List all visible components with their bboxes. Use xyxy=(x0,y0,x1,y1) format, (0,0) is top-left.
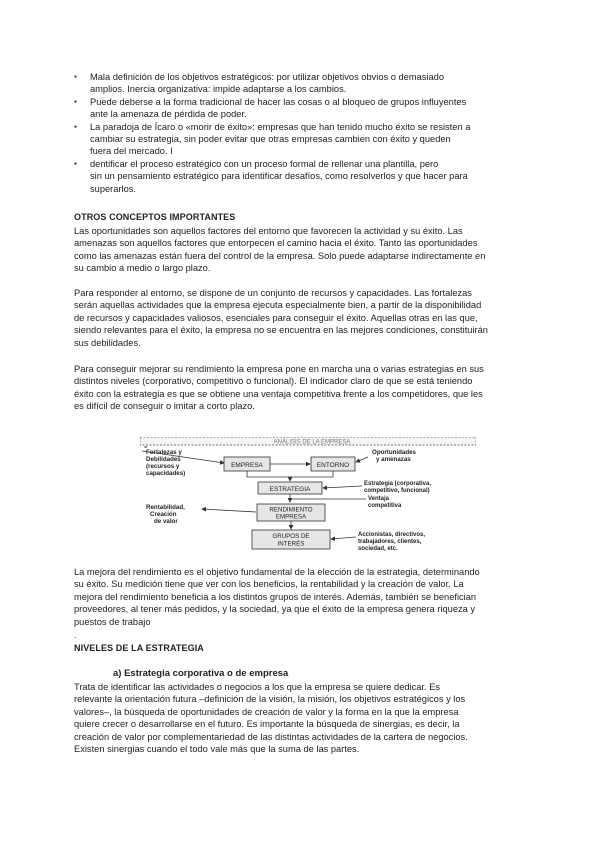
fortalezas-line: (recursos y xyxy=(146,463,180,470)
text-line: como las amenazas están fuera del control de la empresa. Solo puede adaptarse indirectamente en xyxy=(74,250,486,261)
arrow-estrategia-note xyxy=(323,486,362,488)
text-line: relevante la orientación futura –definición de la visión, la misión, los objetivos estratégicos y los xyxy=(74,694,466,705)
estrategia-note-line: competitivo, funcional) xyxy=(364,488,430,494)
diagram-mark: = xyxy=(144,445,148,451)
bullet-line: ● Mala definición de los objetivos estratégicos: por utilizar objetivos obvios o demasiado xyxy=(90,72,444,82)
text-line: Para responder al entorno, se dispone de un conjunto de recursos y capacidades. Las fortalezas xyxy=(74,288,472,298)
text-line: creación de valor por complementariedad de las distintas actividades de la cartera de negocios. xyxy=(74,731,468,742)
text-line: serán aquellas actividades que la empresa ejecuta especialmente bien, a partir de la disponibilidad xyxy=(74,300,482,311)
rentabilidad-line: Rentabilidad, xyxy=(146,504,185,511)
bullet-list xyxy=(90,71,510,195)
text-line: La mejora del rendimiento es el objetivo fundamental de la elección de la estrategia, determinando xyxy=(74,567,480,577)
rentabilidad-line: de valor xyxy=(154,518,178,525)
text-line: sus debilidades. xyxy=(74,337,141,348)
paragraph-fortalezas xyxy=(74,287,529,349)
bullet-line: sin un pensamiento estratégico para identificar desafíos, como resolverlos y que hacer para xyxy=(90,171,468,182)
bullet-item xyxy=(90,121,510,158)
section-heading-niveles: NIVELES DE LA ESTRATEGIA xyxy=(74,643,204,653)
oportunidades-label xyxy=(372,449,417,463)
fortalezas-label xyxy=(146,449,185,477)
rendimiento-line: RENDIMIENTO xyxy=(269,506,313,514)
text-line: proveedores, al tener más pedidos, y la sociedad, ya que el éxito de la empresa genera riqueza y xyxy=(74,604,476,615)
bullet-line: ● La paradoja de Ícaro o «morir de éxito»: empresas que han tenido mucho éxito se resisten a xyxy=(90,121,471,132)
text-line: siendo relevantes para el éxito, la empresa no se encuentra en las mejores condiciones, constituirán xyxy=(74,325,488,336)
empresa-box-label: EMPRESA xyxy=(231,462,263,469)
arrow-accionistas xyxy=(331,537,356,539)
bullet-line: fuera del mercado. I xyxy=(90,146,173,157)
bullet-line: ● dentificar el proceso estratégico con un proceso formal de rellenar una plantilla, pero xyxy=(90,158,439,169)
grupos-line: INTERÉS xyxy=(277,540,305,548)
fortalezas-line: Fortalezas y xyxy=(146,449,182,456)
rentabilidad-line: Creación xyxy=(150,511,177,518)
strategy-diagram xyxy=(140,437,476,553)
arrow-rentabilidad xyxy=(202,509,256,512)
oportunidades-line: Oportunidades xyxy=(372,449,417,456)
ventaja-line: competitiva xyxy=(368,503,402,509)
bullet-line: amplios. Inercia organizativa: impide adaptarse a los cambios. xyxy=(90,84,347,95)
entorno-box-label: ENTORNO xyxy=(316,462,350,469)
text-line: distintos niveles (corporativo, competitivo o funcional). El indicador claro de que se está teniendo xyxy=(74,376,473,387)
text-line: valores–, la búsqueda de oportunidades de creación de valor y la forma en la que la empresa xyxy=(74,706,459,717)
paragraph-mejora-rendimiento xyxy=(74,566,529,628)
bullet-item xyxy=(90,71,510,96)
paragraph-oportunidades xyxy=(74,225,529,275)
text-line: amenazas son aquellos factores que entorpecen el camino hacia el éxito. Tanto las oportunidades xyxy=(74,238,478,249)
text-line: puestos de trabajo xyxy=(74,616,151,627)
oportunidades-line: y amenazas xyxy=(376,456,411,463)
text-line: de recursos y capacidades valiosos, esenciales para conseguir el éxito. Aquellas otras en las que, xyxy=(74,312,478,323)
text-line: su éxito. Su medición tiene que ver con los beneficios, la rentabilidad y la creación de valor. La xyxy=(74,579,464,590)
diagram-header-text: ANÁLISIS DE LA EMPRESA xyxy=(273,439,351,446)
accionistas-line: trabajadores, clientes, xyxy=(358,539,422,545)
arrow-oportunidades xyxy=(356,457,368,462)
estrategia-note-line: Estrategia (corporativa, xyxy=(364,481,432,487)
estrategia-box-label: ESTRATEGIA xyxy=(269,486,311,493)
fortalezas-line: Debilidades xyxy=(146,456,181,463)
text-line: es difícil de conseguir o imitar a corto plazo. xyxy=(74,401,255,412)
text-line: éxito con la estrategia es que se obtiene una ventaja competitiva frente a los competidores, que les xyxy=(74,388,483,399)
bullet-item xyxy=(90,96,510,121)
bullet-line: superarlos. xyxy=(90,183,136,194)
ventaja-line: Ventaja xyxy=(368,496,390,502)
stray-period: . xyxy=(74,630,77,640)
accionistas-line: Accionistas, directivos, xyxy=(358,532,426,538)
grupos-line: GRUPOS DE xyxy=(272,533,310,540)
bullet-line: ● Puede deberse a la forma tradicional de hacer las cosas o al bloqueo de grupos influyentes xyxy=(90,96,467,107)
ventaja-label xyxy=(368,496,402,509)
paragraph-rendimiento xyxy=(74,363,529,413)
rentabilidad-label xyxy=(146,504,185,525)
text-line: mejora del rendimiento beneficia a los distintos grupos de interés. Además, también se benefician xyxy=(74,591,477,602)
fortalezas-line: capacidades) xyxy=(146,470,186,477)
bullet-line: ante la amenaza de pérdida de poder. xyxy=(90,109,247,120)
accionistas-label xyxy=(358,532,425,552)
text-line: Para conseguir mejorar su rendimiento la empresa pone en marcha una o varias estrategias en sus xyxy=(74,364,484,374)
text-line: Trata de identificar las actividades o negocios a los que la empresa se quiere dedicar. Es xyxy=(74,682,441,692)
bullet-line: cambiar su estrategia, sin poder evitar que otras empresas cambien con éxito y queden xyxy=(90,134,451,145)
paragraph-estrategia-corporativa xyxy=(74,681,529,755)
text-line: Existen sinergias cuando el todo vale más que la suma de las partes. xyxy=(74,744,360,755)
text-line: su cambio a medio o largo plazo. xyxy=(74,263,211,274)
text-line: quiere crecer o desarrollarse en el futuro. Es importante la búsqueda de sinergias, es decir, la xyxy=(74,719,460,730)
bullet-item xyxy=(90,158,510,195)
section-heading-otros-conceptos: OTROS CONCEPTOS IMPORTANTES xyxy=(74,212,236,222)
text-line: Las oportunidades son aquellos factores del entorno que favorecen la actividad y su éxito. Las xyxy=(74,226,463,236)
rendimiento-line: EMPRESA xyxy=(275,513,307,521)
estrategia-note xyxy=(364,481,431,494)
accionistas-line: sociedad, etc. xyxy=(358,546,398,552)
subsection-heading-corporativa: a) Estrategia corporativa o de empresa xyxy=(113,668,289,679)
